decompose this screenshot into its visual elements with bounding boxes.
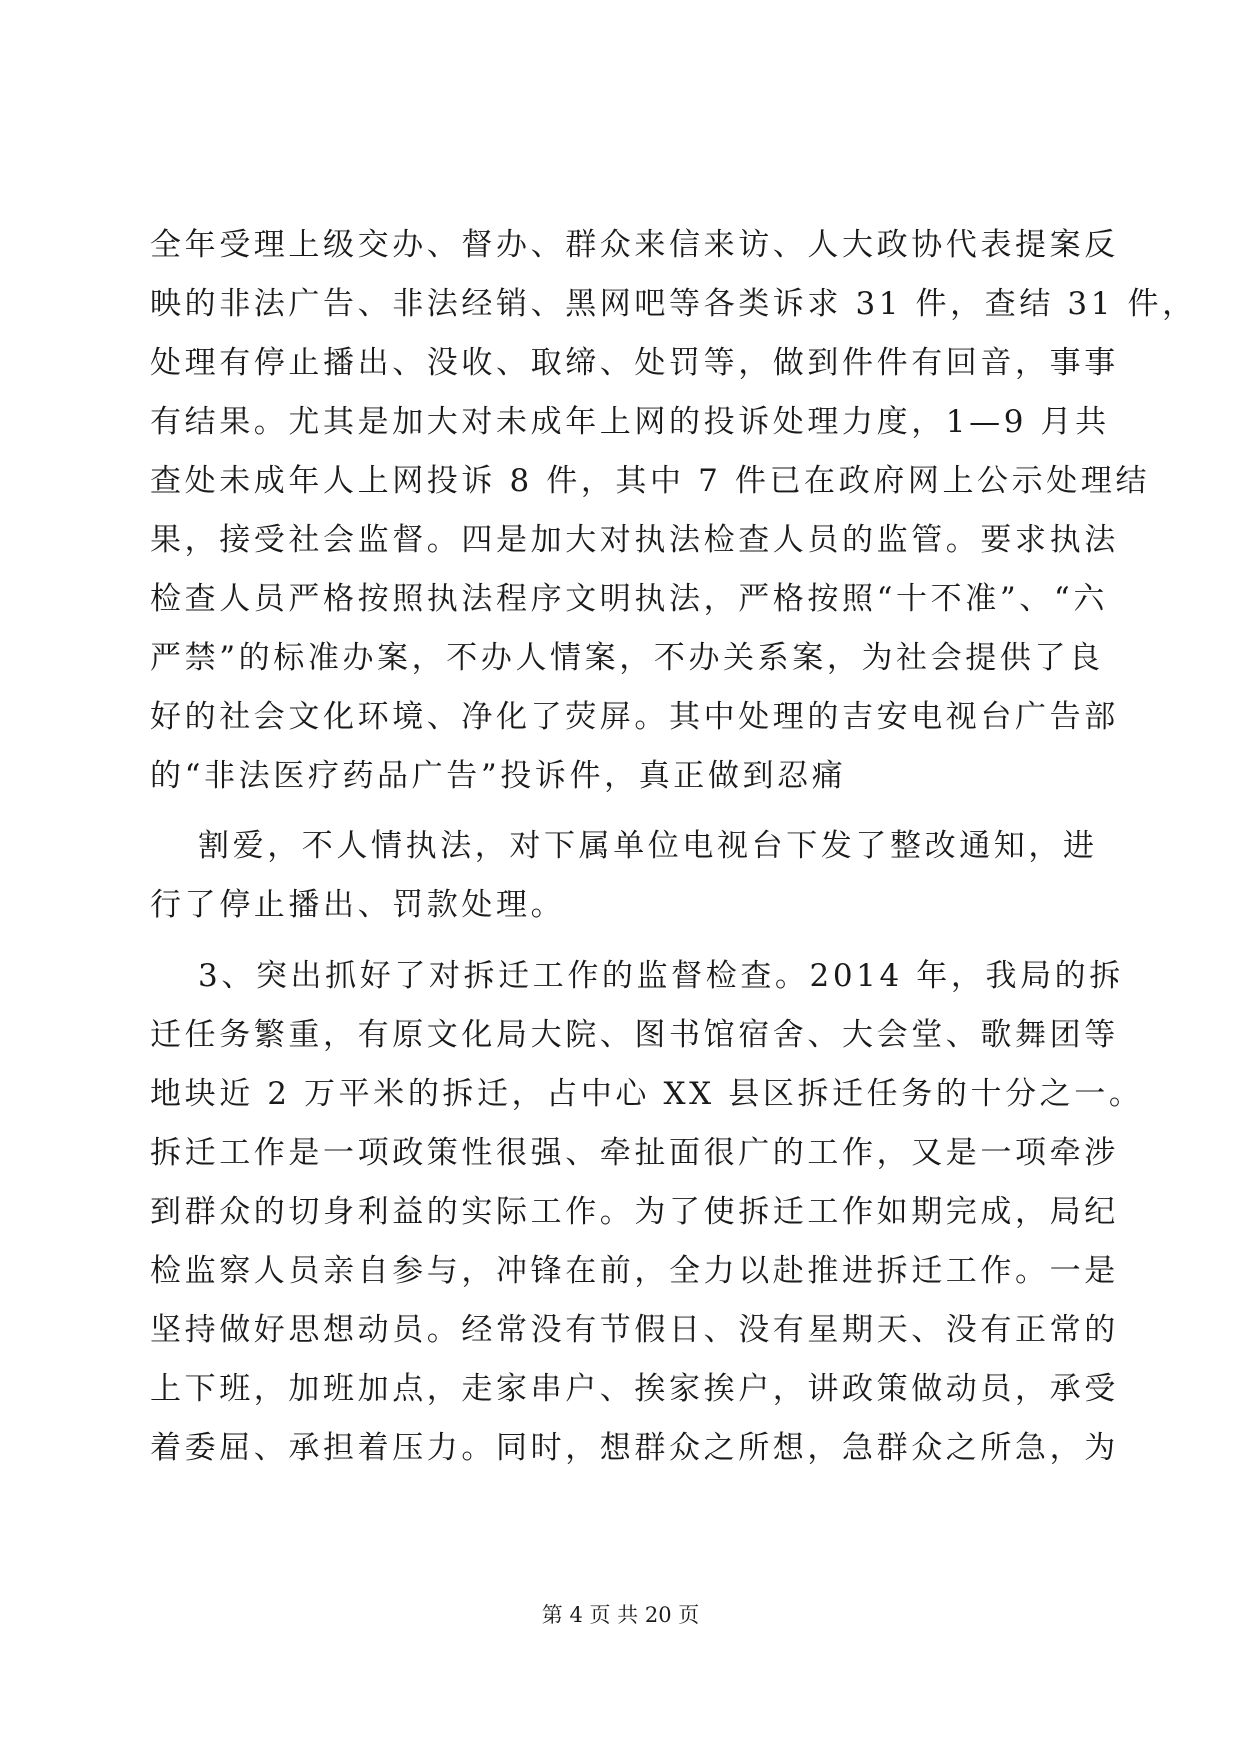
text-line: 检查人员严格按照执法程序文明执法，严格按照“十不准”、“六 bbox=[150, 581, 1108, 617]
text-line: 着委屈、承担着压力。同时，想群众之所想，急群众之所急，为 bbox=[150, 1430, 1119, 1466]
text-line: 割爱，不人情执法，对下属单位电视台下发了整改通知，进 bbox=[198, 828, 1098, 864]
page-footer: 第 4 页 共 20 页 bbox=[541, 1603, 700, 1627]
text-line: 查处未成年人上网投诉 8 件，其中 7 件已在政府网上公示处理结 bbox=[150, 463, 1151, 499]
text-line: 上下班，加班加点，走家串户、挨家挨户，讲政策做动员，承受 bbox=[150, 1371, 1119, 1407]
text-line: 全年受理上级交办、督办、群众来信来访、人大政协代表提案反 bbox=[150, 227, 1119, 263]
text-line: 的“非法医疗药品广告”投诉件，真正做到忍痛 bbox=[150, 758, 847, 794]
text-line: 坚持做好思想动员。经常没有节假日、没有星期天、没有正常的 bbox=[150, 1312, 1119, 1348]
text-line: 有结果。尤其是加大对未成年上网的投诉处理力度，1—9 月共 bbox=[150, 404, 1110, 440]
text-line: 好的社会文化环境、净化了荧屏。其中处理的吉安电视台广告部 bbox=[150, 699, 1119, 735]
text-line: 检监察人员亲自参与，冲锋在前，全力以赴推进拆迁工作。一是 bbox=[150, 1253, 1119, 1289]
text-line: 果，接受社会监督。四是加大对执法检查人员的监管。要求执法 bbox=[150, 522, 1119, 558]
text-line: 严禁”的标准办案，不办人情案，不办关系案，为社会提供了良 bbox=[150, 640, 1104, 676]
text-line: 地块近 2 万平米的拆迁，占中心 XX 县区拆迁任务的十分之一。 bbox=[150, 1076, 1144, 1112]
text-line: 到群众的切身利益的实际工作。为了使拆迁工作如期完成，局纪 bbox=[150, 1194, 1119, 1230]
text-line: 迁任务繁重，有原文化局大院、图书馆宿舍、大会堂、歌舞团等 bbox=[150, 1017, 1119, 1053]
text-line: 映的非法广告、非法经销、黑网吧等各类诉求 31 件，查结 31 件， bbox=[150, 286, 1197, 322]
text-line: 3、突出抓好了对拆迁工作的监督检查。2014 年，我局的拆 bbox=[198, 958, 1124, 994]
text-line: 处理有停止播出、没收、取缔、处罚等，做到件件有回音，事事 bbox=[150, 345, 1119, 381]
text-line: 行了停止播出、罚款处理。 bbox=[150, 887, 566, 923]
text-line: 拆迁工作是一项政策性很强、牵扯面很广的工作，又是一项牵涉 bbox=[150, 1135, 1119, 1171]
